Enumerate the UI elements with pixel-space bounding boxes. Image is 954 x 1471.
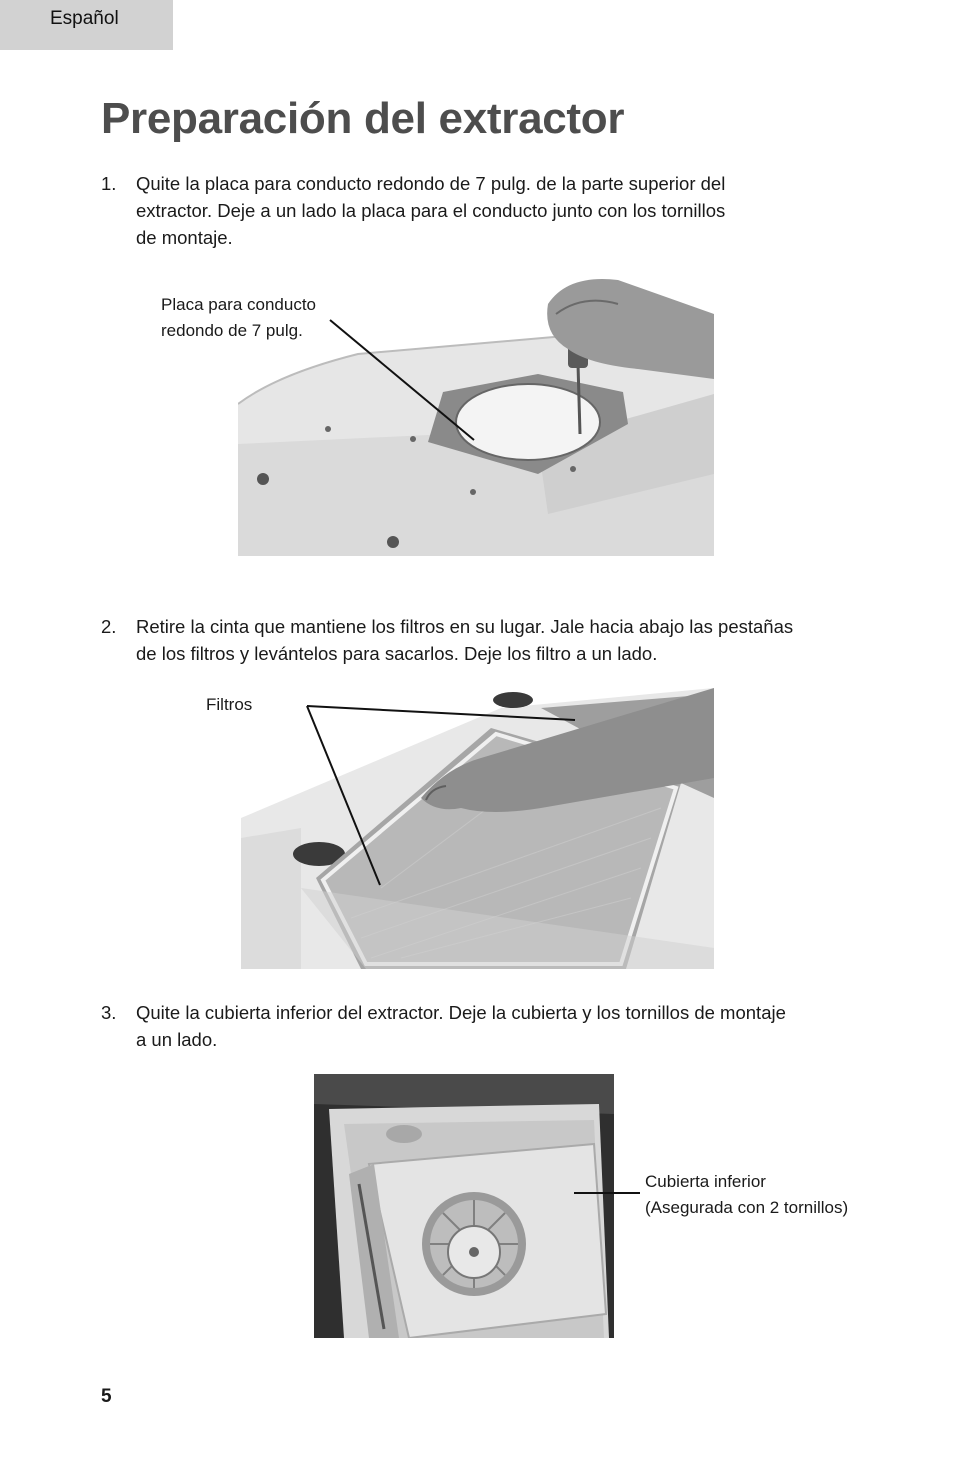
step-text-line: Quite la placa para conducto redondo de 7 pulg. de la parte superior del bbox=[136, 173, 726, 194]
page-title: Preparación del extractor bbox=[101, 94, 625, 143]
step-number: 2. bbox=[101, 616, 117, 637]
step-text-line: extractor. Deje a un lado la placa para el conducto junto con los tornillos bbox=[136, 200, 726, 221]
step-text-line: a un lado. bbox=[136, 1029, 218, 1050]
step-number: 3. bbox=[101, 1002, 117, 1023]
step-text-line: Retire la cinta que mantiene los filtros en su lugar. Jale hacia abajo las pestañas bbox=[136, 616, 794, 637]
step-number: 1. bbox=[101, 173, 117, 194]
callout-line: Placa para conducto bbox=[161, 295, 316, 314]
callout-filters: Filtros bbox=[206, 695, 253, 714]
callout-line: Cubierta inferior bbox=[645, 1172, 766, 1191]
step-1 bbox=[101, 170, 725, 251]
callout-bottom-cover bbox=[645, 1169, 848, 1221]
callout-duct-plate bbox=[161, 292, 316, 344]
step-3 bbox=[101, 999, 786, 1053]
filters-photo bbox=[241, 688, 714, 969]
page-number: 5 bbox=[101, 1386, 112, 1407]
bottom-cover-photo bbox=[314, 1074, 614, 1338]
callout-line: (Asegurada con 2 tornillos) bbox=[645, 1198, 849, 1217]
language-tab: Español bbox=[0, 0, 173, 50]
step-2 bbox=[101, 613, 793, 667]
step-text-line: Quite la cubierta inferior del extractor. Deje la cubierta y los tornillos de montaje bbox=[136, 1002, 786, 1023]
step-text-line: de los filtros y levántelos para sacarlos. Deje los filtro a un lado. bbox=[136, 643, 658, 664]
callout-line: redondo de 7 pulg. bbox=[161, 321, 303, 340]
step-text-line: de montaje. bbox=[136, 227, 233, 248]
